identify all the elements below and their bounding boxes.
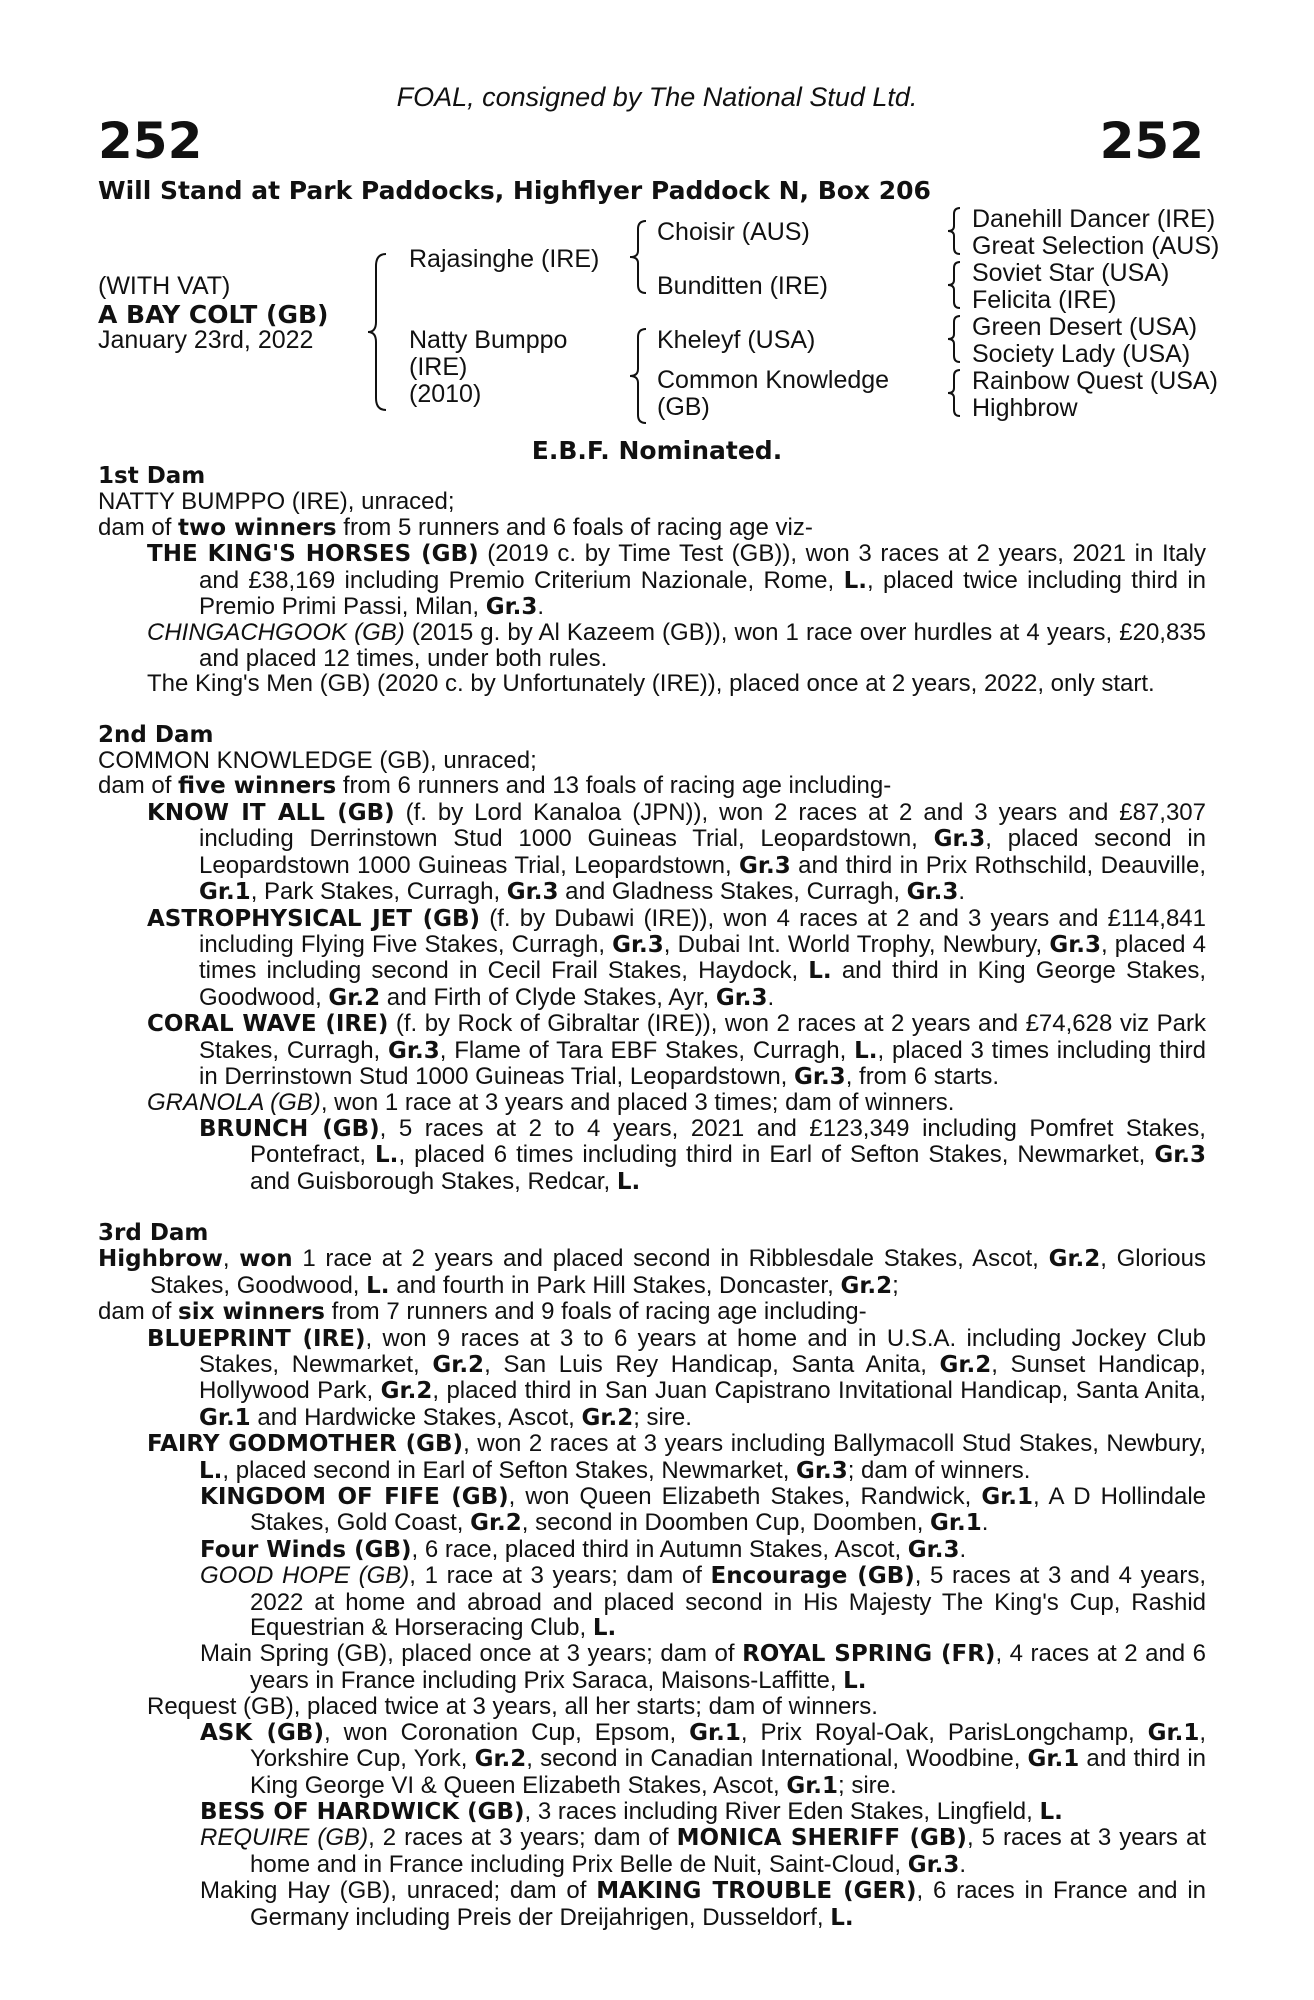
dam-name-line3: (2010) bbox=[409, 380, 482, 408]
dam-line: Highbrow, won 1 race at 2 years and placed second in Ribblesdale Stakes, Ascot, Gr.2, Glorious Stakes, Goodwood, L. and fourth in Park Hill Stakes, Doncaster, Gr.2; bbox=[98, 1245, 1206, 1299]
dam-sire: Kheleyf (USA) bbox=[657, 326, 816, 354]
progeny-entry: GRANOLA (GB), won 1 race at 3 years and placed 3 times; dam of winners. bbox=[147, 1089, 955, 1117]
stand-location: Will Stand at Park Paddocks, Highflyer Paddock N, Box 206 bbox=[98, 176, 931, 205]
grand-progeny-entry: GOOD HOPE (GB), 1 race at 3 years; dam of Encourage (GB), 5 races at 3 and 4 years, 2022 at home and abroad and placed second in His Majesty The King's Cup, Rashid Equestrian & Horseracing Club, L. bbox=[200, 1562, 1207, 1642]
g3-ancestor: Felicita (IRE) bbox=[972, 286, 1117, 314]
consignment-line: FOAL, consigned by The National Stud Ltd. bbox=[396, 82, 918, 112]
dam-of-line: dam of two winners from 5 runners and 6 foals of racing age viz- bbox=[98, 513, 813, 541]
grand-progeny-entry: Main Spring (GB), placed once at 3 years; dam of ROYAL SPRING (FR), 4 races at 2 and 6 years in France including Prix Saraca, Maisons-Laffitte, L. bbox=[200, 1640, 1207, 1694]
g3-ancestor: Great Selection (AUS) bbox=[972, 232, 1220, 260]
grand-progeny-entry: BRUNCH (GB), 5 races at 2 to 4 years, 2021 and £123,349 including Pomfret Stakes, Pontefract, L., placed 6 times including third in Earl of Sefton Stakes, Newmarket, Gr.3 and Guisborough Stakes, Redcar, L. bbox=[199, 1114, 1207, 1195]
horse-name: A BAY COLT (GB) bbox=[98, 300, 329, 329]
progeny-entry: BLUEPRINT (IRE), won 9 races at 3 to 6 years at home and in U.S.A. including Jockey Club Stakes, Newmarket, Gr.2, San Luis Rey Handicap, Santa Anita, Gr.2, Sunset Handicap, Hollywood Park, Gr.2, placed third in San Juan Capistrano Invitational Handicap, Santa Anita, Gr.1 and Hardwicke Stakes, Ascot, Gr.2; sire. bbox=[147, 1324, 1206, 1431]
progeny-entry: ASTROPHYSICAL JET (GB) (f. by Dubawi (IRE)), won 4 races at 2 and 3 years and £114,841 including Flying Five Stakes, Curragh, Gr.3, Dubai Int. World Trophy, Newbury, Gr.3, placed 4 times including second in Cecil Frail Stakes, Haydock, L. and third in King George Stakes, Goodwood, Gr.2 and Firth of Clyde Stakes, Ayr, Gr.3. bbox=[147, 904, 1207, 1011]
dam-dam-line1: Common Knowledge bbox=[657, 366, 890, 394]
grand-progeny-entry: REQUIRE (GB), 2 races at 3 years; dam of MONICA SHERIFF (GB), 5 races at 3 years at home and in France including Prix Belle de Nuit, Saint-Cloud, Gr.3. bbox=[200, 1824, 1206, 1878]
brace-dam-parents bbox=[628, 327, 648, 425]
brace-sire-dam bbox=[366, 252, 388, 412]
vat-label: (WITH VAT) bbox=[98, 272, 231, 300]
lot-number-left: 252 bbox=[98, 112, 203, 170]
progeny-entry: Request (GB), placed twice at 3 years, all her starts; dam of winners. bbox=[147, 1693, 878, 1721]
dam-of-line: dam of five winners from 6 runners and 13 foals of racing age including- bbox=[98, 772, 892, 800]
g3-ancestor: Soviet Star (USA) bbox=[972, 259, 1170, 287]
section-heading: 2nd Dam bbox=[98, 721, 214, 748]
g3-ancestor: Green Desert (USA) bbox=[972, 313, 1198, 341]
dam-name-line1: Natty Bumppo bbox=[409, 326, 568, 354]
progeny-entry: CORAL WAVE (IRE) (f. by Rock of Gibraltar (IRE)), won 2 races at 2 years and £74,628 viz Park Stakes, Curragh, Gr.3, Flame of Tara EBF Stakes, Curragh, L., placed 3 times including third in Derrinstown Stud 1000 Guineas Trial, Leopardstown, Gr.3, from 6 starts. bbox=[147, 1010, 1207, 1090]
dam-of-line: dam of six winners from 7 runners and 9 foals of racing age including- bbox=[98, 1298, 867, 1326]
sire-sire: Choisir (AUS) bbox=[657, 218, 810, 246]
foaling-date: January 23rd, 2022 bbox=[98, 326, 314, 354]
produce-record bbox=[98, 463, 1206, 1931]
progeny-entry: CHINGACHGOOK (GB) (2015 g. by Al Kazeem (GB)), won 1 race over hurdles at 4 years, £20,835 and placed 12 times, under both rules. bbox=[147, 619, 1206, 672]
grand-progeny-entry: Making Hay (GB), unraced; dam of MAKING TROUBLE (GER), 6 races in France and in Germany including Preis der Dreijahrigen, Dusseldorf, L. bbox=[200, 1877, 1206, 1931]
section-heading: 1st Dam bbox=[98, 463, 206, 489]
grand-progeny-entry: ASK (GB), won Coronation Cup, Epsom, Gr.1, Prix Royal-Oak, ParisLongchamp, Gr.1, Yorkshire Cup, York, Gr.2, second in Canadian International, Woodbine, Gr.1 and third in King George VI & Queen Elizabeth Stakes, Ascot, Gr.1; sire. bbox=[200, 1718, 1206, 1799]
progeny-entry: KNOW IT ALL (GB) (f. by Lord Kanaloa (JPN)), won 2 races at 2 and 3 years and £87,307 including Derrinstown Stud 1000 Guineas Trial, Leopardstown, Gr.3, placed second in Leopardstown 1000 Guineas Trial, Leopardstown, Gr.3 and third in Prix Rothschild, Deauville, Gr.1, Park Stakes, Curragh, Gr.3 and Gladness Stakes, Curragh, Gr.3. bbox=[147, 798, 1207, 906]
sire-dam: Bunditten (IRE) bbox=[657, 272, 828, 300]
g3-ancestor: Rainbow Quest (USA) bbox=[972, 367, 1218, 395]
dam-dam-line2: (GB) bbox=[657, 393, 710, 421]
dam-name-line2: (IRE) bbox=[409, 353, 468, 381]
g3-ancestor: Danehill Dancer (IRE) bbox=[972, 205, 1216, 233]
brace-g3-2 bbox=[946, 260, 962, 310]
brace-g3-3 bbox=[946, 314, 962, 364]
ebf-nomination: E.B.F. Nominated. bbox=[531, 436, 783, 465]
grand-progeny-entry: KINGDOM OF FIFE (GB), won Queen Elizabeth Stakes, Randwick, Gr.1, A D Hollindale Stakes, Gold Coast, Gr.2, second in Doomben Cup, Doomben, Gr.1. bbox=[200, 1483, 1207, 1537]
lot-number-right: 252 bbox=[1099, 112, 1204, 170]
progeny-entry: THE KING'S HORSES (GB) (2019 c. by Time Test (GB)), won 3 races at 2 years, 2021 in Italy and £38,169 including Premio Criterium Nazionale, Rome, L., placed twice including third in Premio Primi Passi, Milan, Gr.3. bbox=[147, 540, 1207, 621]
dam-line: NATTY BUMPPO (IRE), unraced; bbox=[98, 488, 455, 516]
brace-g3-4 bbox=[946, 368, 962, 418]
brace-g3-1 bbox=[946, 206, 962, 256]
section-heading: 3rd Dam bbox=[98, 1219, 209, 1246]
g3-ancestor: Society Lady (USA) bbox=[972, 340, 1191, 368]
progeny-entry: The King's Men (GB) (2020 c. by Unfortunately (IRE)), placed once at 2 years, 2022, only start. bbox=[147, 670, 1155, 698]
brace-sire-parents bbox=[628, 219, 648, 295]
dam-line: COMMON KNOWLEDGE (GB), unraced; bbox=[98, 747, 537, 775]
progeny-entry: FAIRY GODMOTHER (GB), won 2 races at 3 years including Ballymacoll Stud Stakes, Newbury, L., placed second in Earl of Sefton Stakes, Newmarket, Gr.3; dam of winners. bbox=[147, 1430, 1206, 1484]
g3-ancestor: Highbrow bbox=[972, 394, 1078, 422]
sire-name: Rajasinghe (IRE) bbox=[409, 245, 600, 273]
grand-progeny-entry: BESS OF HARDWICK (GB), 3 races including River Eden Stakes, Lingfield, L. bbox=[200, 1797, 1063, 1825]
grand-progeny-entry: Four Winds (GB), 6 race, placed third in Autumn Stakes, Ascot, Gr.3. bbox=[200, 1535, 967, 1563]
